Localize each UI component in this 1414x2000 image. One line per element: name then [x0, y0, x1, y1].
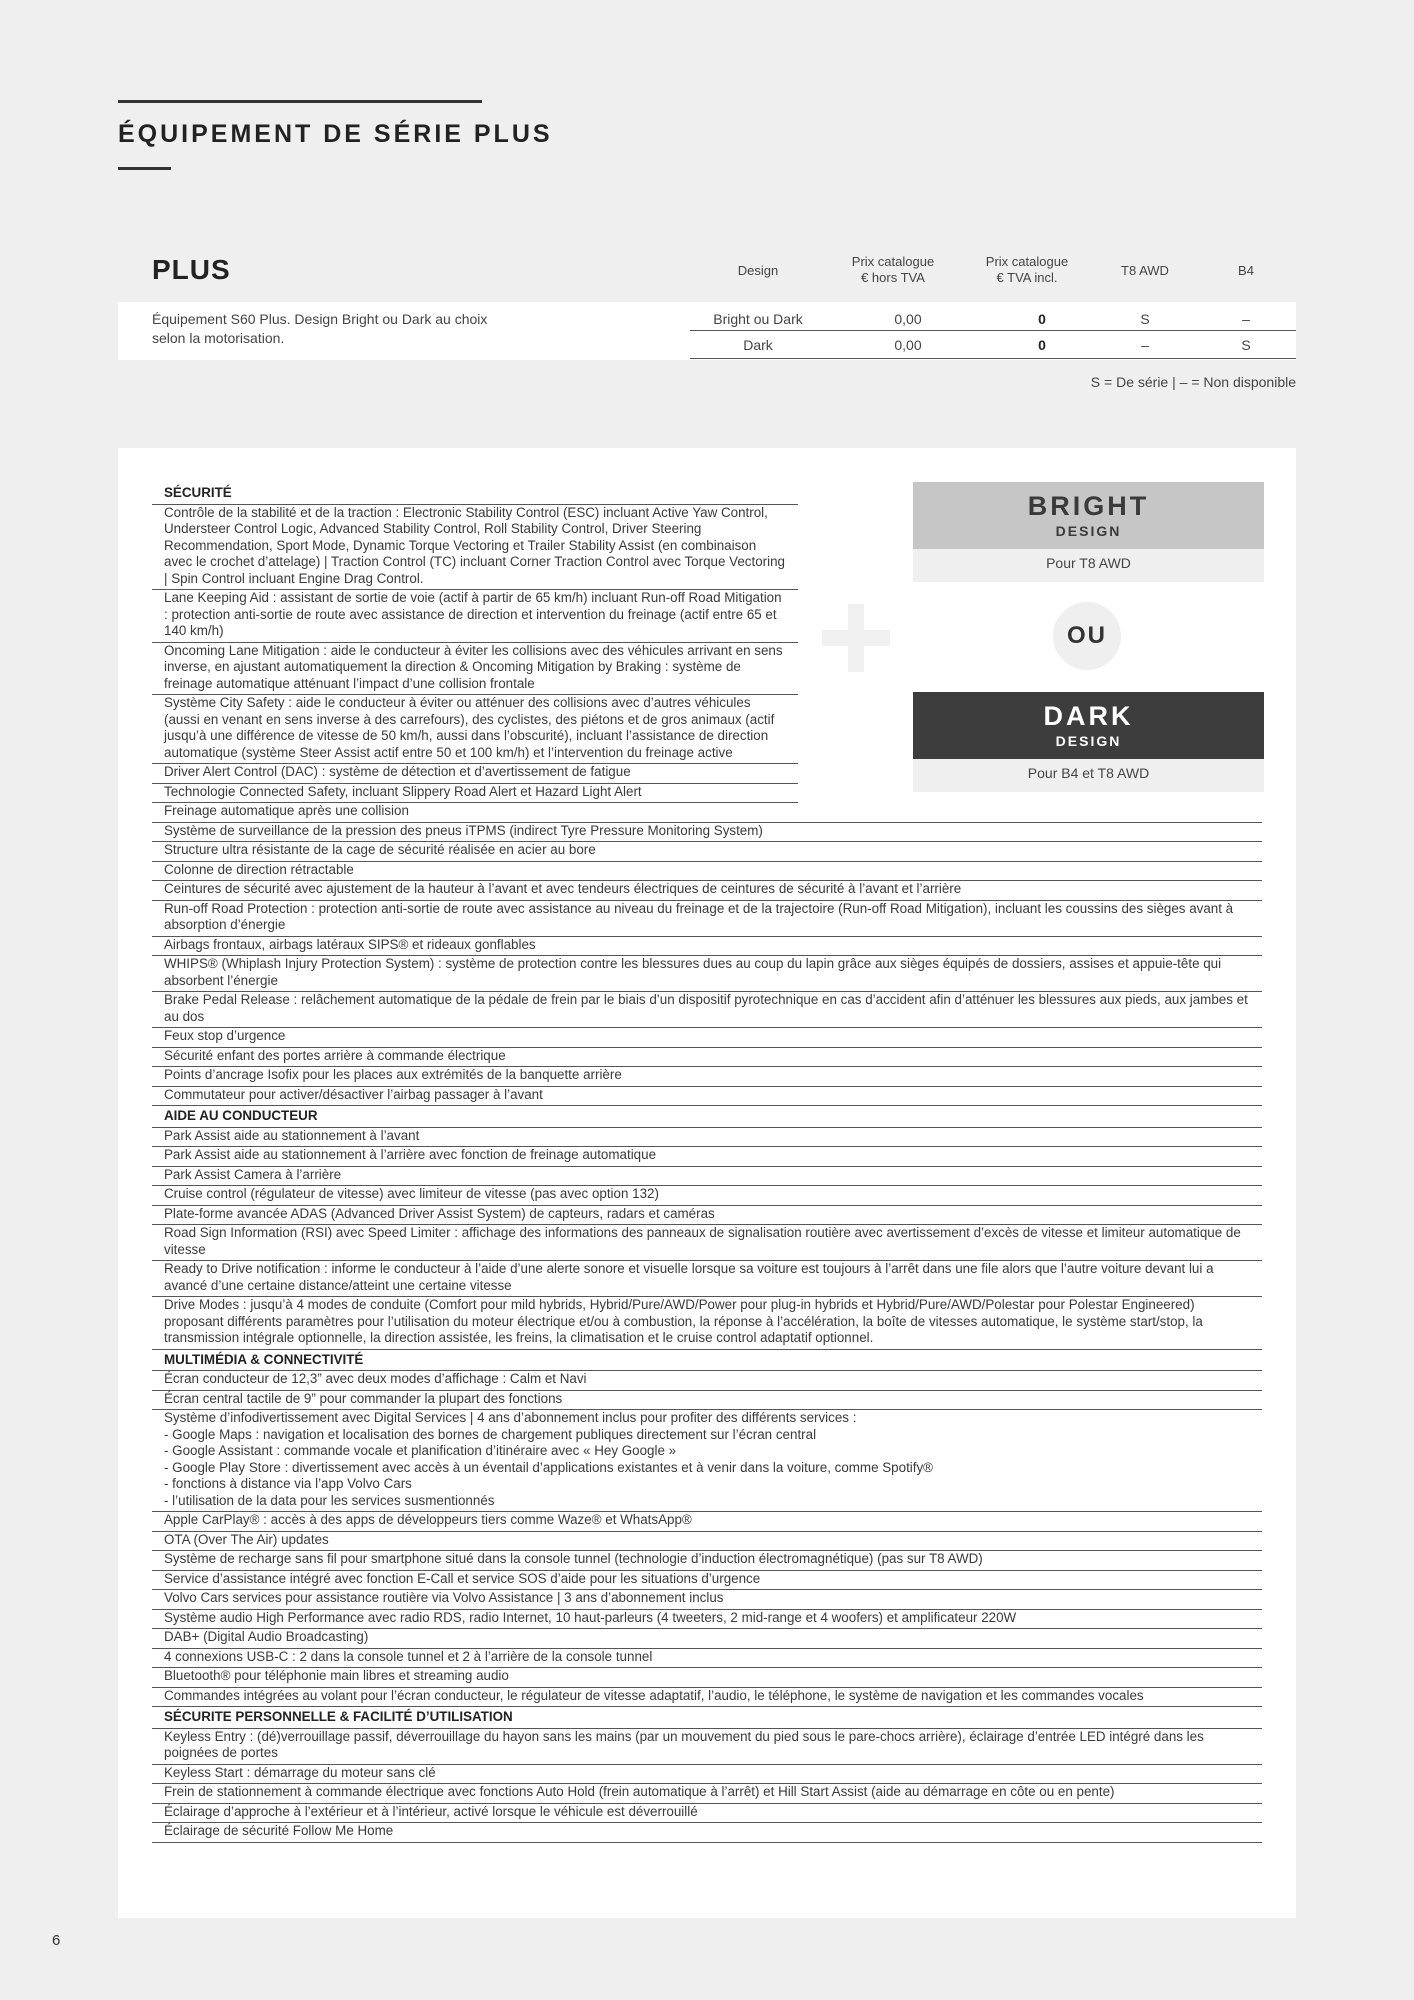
col-price-inc: Prix catalogue € TVA incl.: [985, 254, 1069, 285]
equipment-item: Contrôle de la stabilité et de la traction : Electronic Stability Control (ESC) incluant Active Yaw Control, Understeer Control Logic, Advanced Stability Control, Roll Stability Control, Driver Steering Recommendation, Sport Mode, Dynamic Torque Vectoring et Trailer Stability Assist (en combinaison avec le crochet d’attelage) | Traction Control (TC) incluant Corner Traction Control avec Torque Vectoring | Spin Control incluant Engine Drag Control.: [152, 505, 798, 591]
equipment-item: Volvo Cars services pour assistance routière via Volvo Assistance | 3 ans d’abonnement inclus: [152, 1590, 1262, 1610]
equipment-item: Park Assist aide au stationnement à l’arrière avec fonction de freinage automatique: [152, 1147, 1262, 1167]
equipment-item: Système City Safety : aide le conducteur à éviter ou atténuer des collisions avec d’autres véhicules (aussi en venant en sens inverse à des carrefours), des cyclistes, des piétons et de gros animaux (actif jusqu’à une différence de vitesse de 50 km/h, aussi dans l’obscurité), incluant l’assistance de direction automatique (système Steer Assist actif entre 50 et 100 km/h) et l’intervention du freinage active: [152, 695, 798, 764]
plus-row-divider: [690, 358, 1296, 359]
equipment-item: Brake Pedal Release : relâchement automatique de la pédale de frein par le biais d’un dispositif pyrotechnique en cas d’accident afin d’atténuer les blessures aux pieds, aux jambes et au dos: [152, 992, 1262, 1028]
row1-design: Bright ou Dark: [713, 311, 803, 327]
row1-price-inc: 0: [1038, 311, 1046, 327]
equipment-list: [152, 483, 1262, 1843]
equipment-item: Oncoming Lane Mitigation : aide le conducteur à éviter les collisions avec des véhicules arrivant en sens inverse, en ajustant automatiquement la direction & Oncoming Mitigation by Braking : système de freinage automatique atténuant l’impact d’une collision frontale: [152, 643, 798, 696]
equipment-item: Feux stop d’urgence: [152, 1028, 1262, 1048]
equipment-item: Colonne de direction rétractable: [152, 862, 1262, 882]
equipment-item: Commandes intégrées au volant pour l’écran conducteur, le régulateur de vitesse adaptatif, l’audio, le téléphone, le système de navigation et les commandes vocales: [152, 1688, 1262, 1708]
equipment-item: Drive Modes : jusqu’à 4 modes de conduite (Comfort pour mild hybrids, Hybrid/Pure/AWD/Power pour plug-in hybrids et Hybrid/Pure/AWD/Polestar pour Polestar Engineered) proposant différents paramètres pour l’utilisation du moteur électrique et/ou à combustion, la réponse à l’accélération, la boîte de vitesses automatique, le système start/stop, la transmission intégrale optionnelle, la direction assistée, les freins, la climatisation et le cruise control adaptatif optionnel.: [152, 1297, 1262, 1350]
dark-badge-note: Pour B4 et T8 AWD: [1027, 765, 1150, 781]
col-price-ex: Prix catalogue € hors TVA: [851, 254, 935, 285]
section-heading: MULTIMÉDIA & CONNECTIVITÉ: [152, 1350, 1262, 1372]
equipment-item: Système d’infodivertissement avec Digital Services | 4 ans d’abonnement inclus pour profiter des différents services : - Google Maps : navigation et localisation des bornes de chargement publiques directement sur l’écran central - Google Assistant : commande vocale et planification d’itinéraire avec « Hey Google » - Google Play Store : divertissement avec accès à un éventail d’applications existantes et à venir dans la voiture, comme Spotify® - fonctions à distance via l’app Volvo Cars - l’utilisation de la data pour les services susmentionnés: [152, 1410, 1262, 1512]
equipment-item: Keyless Entry : (dé)verrouillage passif, déverrouillage du hayon sans les mains (par un mouvement du pied sous le pare-chocs arrière), éclairage d’entrée LED intégré dans les poignées de portes: [152, 1729, 1262, 1765]
equipment-item: Driver Alert Control (DAC) : système de détection et d’avertissement de fatigue: [152, 764, 798, 784]
equipment-item: Système de recharge sans fil pour smartphone situé dans la console tunnel (technologie d’induction électromagnétique) (pas sur T8 AWD): [152, 1551, 1262, 1571]
equipment-item: Apple CarPlay® : accès à des apps de développeurs tiers comme Waze® et WhatsApp®: [152, 1512, 1262, 1532]
section-heading: SÉCURITÉ: [152, 483, 798, 505]
bright-badge-sub: DESIGN: [1055, 523, 1122, 539]
equipment-item: Freinage automatique après une collision: [152, 803, 1262, 823]
equipment-item: Frein de stationnement à commande électrique avec fonctions Auto Hold (frein automatique à l’arrêt) et Hill Start Assist (aide au démarrage en côte ou en pente): [152, 1784, 1262, 1804]
equipment-item: Bluetooth® pour téléphonie main libres et streaming audio: [152, 1668, 1262, 1688]
row1-b4: –: [1242, 311, 1250, 327]
bright-badge-name: BRIGHT: [1027, 491, 1150, 521]
equipment-item: Road Sign Information (RSI) avec Speed Limiter : affichage des informations des panneaux de signalisation routière avec avertissement d’excès de vitesse et limiteur automatique de vitesse: [152, 1225, 1262, 1261]
top-rule: [118, 100, 482, 103]
equipment-item: Service d’assistance intégré avec fonction E-Call et service SOS d’aide pour les situations d’urgence: [152, 1571, 1262, 1591]
equipment-item: Park Assist aide au stationnement à l’avant: [152, 1128, 1262, 1148]
equipment-item: Sécurité enfant des portes arrière à commande électrique: [152, 1048, 1262, 1068]
dark-badge-sub: DESIGN: [1055, 733, 1122, 749]
row2-price-ex: 0,00: [894, 337, 922, 353]
row2-b4: S: [1241, 337, 1251, 353]
or-circle: OU: [1053, 602, 1121, 670]
equipment-item: Écran central tactile de 9” pour commander la plupart des fonctions: [152, 1391, 1262, 1411]
equipment-item: Park Assist Camera à l’arrière: [152, 1167, 1262, 1187]
equipment-item: Technologie Connected Safety, incluant Slippery Road Alert et Hazard Light Alert: [152, 784, 798, 804]
equipment-item: Ceintures de sécurité avec ajustement de la hauteur à l’avant et avec tendeurs électriques de ceintures de sécurité à l’avant et l’arrière: [152, 881, 1262, 901]
bright-badge-note: Pour T8 AWD: [1046, 555, 1131, 571]
title-underline: [118, 167, 171, 170]
row2-price-inc: 0: [1038, 337, 1046, 353]
equipment-item: WHIPS® (Whiplash Injury Protection System) : système de protection contre les blessures dues au coup du lapin grâce aux sièges équipés de dossiers, assises et appuie-tête qui absorbent l’énergie: [152, 956, 1262, 992]
col-design: Design: [737, 263, 779, 278]
plus-heading: PLUS: [152, 254, 231, 285]
dark-badge-name: DARK: [1043, 701, 1134, 731]
equipment-item: Run-off Road Protection : protection anti-sortie de route avec assistance au niveau du freinage et de la trajectoire (Run-off Road Mitigation), incluant les coussins des sièges avant à absorption d’énergie: [152, 901, 1262, 937]
section-heading: SÉCURITE PERSONNELLE & FACILITÉ D’UTILISATION: [152, 1707, 1262, 1729]
equipment-item: DAB+ (Digital Audio Broadcasting): [152, 1629, 1262, 1649]
equipment-item: Ready to Drive notification : informe le conducteur à l’aide d’une alerte sonore et visuelle lorsque sa voiture est toujours à l’arrêt dans une file alors que l’autre voiture devant lui a avancé d’une certaine distance/atteint une certaine vitesse: [152, 1261, 1262, 1297]
equipment-item: Commutateur pour activer/désactiver l’airbag passager à l’avant: [152, 1087, 1262, 1107]
equipment-item: OTA (Over The Air) updates: [152, 1532, 1262, 1552]
equipment-item: Éclairage de sécurité Follow Me Home: [152, 1823, 1262, 1843]
equipment-item: 4 connexions USB-C : 2 dans la console tunnel et 2 à l’arrière de la console tunnel: [152, 1649, 1262, 1669]
equipment-item: Points d’ancrage Isofix pour les places aux extrémités de la banquette arrière: [152, 1067, 1262, 1087]
row1-price-ex: 0,00: [894, 311, 922, 327]
equipment-item: Cruise control (régulateur de vitesse) avec limiteur de vitesse (pas avec option 132): [152, 1186, 1262, 1206]
plus-description: Équipement S60 Plus. Design Bright ou Dark au choix selon la motorisation.: [152, 311, 488, 346]
equipment-item: Éclairage d’approche à l’extérieur et à l’intérieur, activé lorsque le véhicule est déverrouillé: [152, 1804, 1262, 1824]
equipment-item: Système audio High Performance avec radio RDS, radio Internet, 10 haut-parleurs (4 tweeters, 2 mid-range et 4 woofers) et amplificateur 220W: [152, 1610, 1262, 1630]
row2-t8: –: [1141, 337, 1149, 353]
page-number: 6: [52, 1932, 61, 1949]
col-b4: B4: [1238, 263, 1254, 278]
equipment-item: Système de surveillance de la pression des pneus iTPMS (indirect Tyre Pressure Monitoring System): [152, 823, 1262, 843]
row2-design: Dark: [743, 337, 773, 353]
equipment-item: Structure ultra résistante de la cage de sécurité réalisée en acier au bore: [152, 842, 1262, 862]
equipment-item: Écran conducteur de 12,3” avec deux modes d’affichage : Calm et Navi: [152, 1371, 1262, 1391]
row1-t8: S: [1140, 311, 1150, 327]
equipment-item: Airbags frontaux, airbags latéraux SIPS® et rideaux gonflables: [152, 937, 1262, 957]
equipment-item: Lane Keeping Aid : assistant de sortie de voie (actif à partir de 65 km/h) incluant Run-off Road Mitigation : protection anti-sortie de route avec assistance de direction et intervention du freinage (actif entre 65 et 140 km/h): [152, 590, 798, 643]
availability-legend: S = De série | – = Non disponible: [1090, 374, 1296, 390]
plus-row-divider: [690, 330, 1296, 331]
col-t8: T8 AWD: [1121, 263, 1169, 278]
equipment-item: Keyless Start : démarrage du moteur sans clé: [152, 1765, 1262, 1785]
equipment-item: Plate-forme avancée ADAS (Advanced Driver Assist System) de capteurs, radars et caméras: [152, 1206, 1262, 1226]
section-heading: AIDE AU CONDUCTEUR: [152, 1106, 1262, 1128]
page-title: ÉQUIPEMENT DE SÉRIE PLUS: [118, 120, 553, 148]
